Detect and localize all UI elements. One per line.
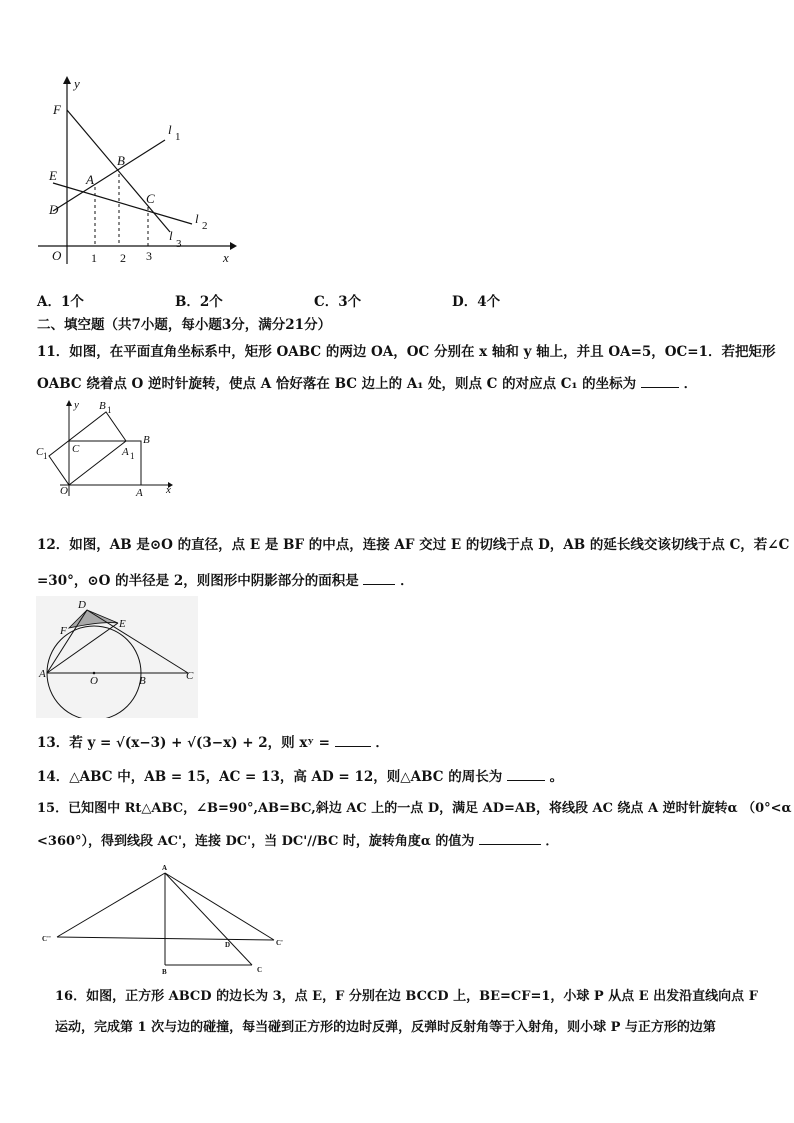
x-axis-arrow: [230, 242, 237, 250]
label-A: A: [39, 668, 46, 680]
figure-lines-graph: [30, 72, 240, 272]
label-F: F: [53, 102, 61, 117]
label-O: O: [90, 675, 98, 687]
option-a: A．1个: [37, 294, 84, 310]
label-B: B: [162, 968, 167, 976]
label-C: C: [146, 191, 155, 206]
label-A: A: [162, 864, 168, 872]
label-E: E: [119, 618, 126, 630]
option-d: D．4个: [452, 294, 501, 310]
y-axis-arrow: [63, 76, 71, 84]
label-l2-sub: 2: [202, 220, 208, 232]
label-C1-sub: 1: [43, 451, 48, 461]
label-B: B: [143, 434, 150, 446]
label-O: O: [52, 248, 62, 263]
label-E: E: [49, 168, 57, 183]
label-x: x: [223, 250, 229, 265]
q11-text: OABC 绕着点 O 逆时针旋转，使点 A 恰好落在 BC 边上的 A₁ 处，则点 C 的对应点 C₁ 的坐标为: [37, 376, 637, 392]
label-B: B: [139, 675, 146, 687]
tick-2: 2: [120, 251, 126, 265]
label-B: B: [117, 153, 125, 168]
q12-end: ．: [400, 573, 414, 589]
q13-text: 13．若 y = √(x−3) + √(3−x) + 2，则 xʸ =: [37, 735, 330, 751]
label-B1: B: [99, 400, 106, 412]
q15-line2: [37, 831, 558, 851]
label-y: y: [74, 399, 79, 411]
figure-rectangle-rotation: [30, 396, 180, 506]
figure-background: [36, 596, 198, 718]
q13-line: [37, 733, 389, 752]
q12-answer-blank[interactable]: [363, 571, 395, 585]
q16-line1: 16．如图，正方形 ABCD 的边长为 3，点 E，F 分别在边 BCCD 上，BE=CF=1，小球 P 从点 E 出发沿直线向点 F: [55, 989, 758, 1004]
line-l3: [67, 110, 170, 232]
label-F: F: [60, 625, 67, 637]
label-C: C: [257, 966, 263, 974]
label-A: A: [86, 172, 94, 187]
label-l3: l: [169, 228, 173, 243]
q15-end: ．: [545, 834, 559, 849]
y-axis-arrow: [66, 400, 72, 406]
q14-text: 14．△ABC 中，AB = 15，AC = 13，高 AD = 12，则△ABC 的周长为: [37, 769, 503, 785]
q11-answer-blank[interactable]: [641, 374, 679, 388]
label-x: x: [166, 484, 171, 496]
center-O-dot: [93, 672, 96, 675]
figure-triangle-rotation: [38, 862, 294, 978]
q12-text: =30°，⊙O 的半径是 2，则图形中阴影部分的面积是: [37, 573, 359, 589]
label-O: O: [60, 485, 68, 497]
label-D: D: [78, 599, 86, 611]
tick-1: 1: [91, 251, 97, 265]
rectangle-OABC: [69, 441, 141, 485]
q11-line2: [37, 374, 697, 393]
q14-line: [37, 767, 563, 786]
rectangle-rotated: [49, 412, 126, 485]
label-C: C: [72, 443, 80, 455]
q13-answer-blank[interactable]: [335, 733, 371, 747]
q16-line2: 运动，完成第 1 次与边的碰撞，每当碰到正方形的边时反弹，反弹时反射角等于入射角，则小球 P 与正方形的边第: [55, 1020, 716, 1035]
q15-line1: 15．已知图中 Rt△ABC，∠B=90°,AB=BC,斜边 AC 上的一点 D，满足 AD=AB，将线段 AC 绕点 A 逆时针旋转α （0°<α: [37, 801, 792, 816]
section2-heading: 二、填空题（共7小题，每小题3分，满分21分）: [37, 317, 332, 333]
label-C-prime: C': [276, 939, 283, 947]
q14-answer-blank[interactable]: [507, 767, 545, 781]
label-A: A: [136, 487, 143, 499]
label-C1: C: [36, 446, 44, 458]
q14-end: 。: [549, 769, 564, 785]
label-l1: l: [168, 122, 172, 137]
q13-end: ．: [375, 735, 389, 751]
option-c: C．3个: [314, 294, 362, 310]
label-A1: A: [122, 446, 129, 458]
tick-3: 3: [146, 249, 152, 263]
label-l3-sub: 3: [176, 238, 182, 250]
figure-circle-tangent: [36, 596, 198, 718]
segment-AC2: [57, 873, 165, 937]
q15-answer-blank[interactable]: [479, 831, 541, 845]
q12-line2: [37, 571, 414, 590]
label-C-double-prime: C'': [42, 935, 51, 943]
q11-line1: 11．如图，在平面直角坐标系中，矩形 OABC 的两边 OA，OC 分别在 x 轴和 y 轴上，并且 OA=5，OC=1．若把矩形: [37, 344, 776, 360]
label-D: D: [49, 202, 59, 217]
label-A1-sub: 1: [130, 451, 135, 461]
option-b: B．2个: [175, 294, 223, 310]
label-C: C: [186, 670, 194, 682]
label-l2: l: [195, 211, 199, 226]
line-l2: [53, 183, 192, 224]
label-y: y: [74, 76, 80, 91]
label-B1-sub: 1: [107, 405, 112, 415]
label-l1-sub: 1: [175, 131, 181, 143]
q15-text: <360°），得到线段 AC'，连接 DC'，当 DC'//BC 时，旋转角度α 的值为: [37, 834, 475, 849]
q12-line1: 12．如图，AB 是⊙O 的直径，点 E 是 BF 的中点，连接 AF 交过 E 的切线于点 D，AB 的延长线交该切线于点 C，若∠C: [37, 537, 790, 553]
label-D: D: [225, 941, 231, 949]
q11-end: ．: [683, 376, 698, 392]
